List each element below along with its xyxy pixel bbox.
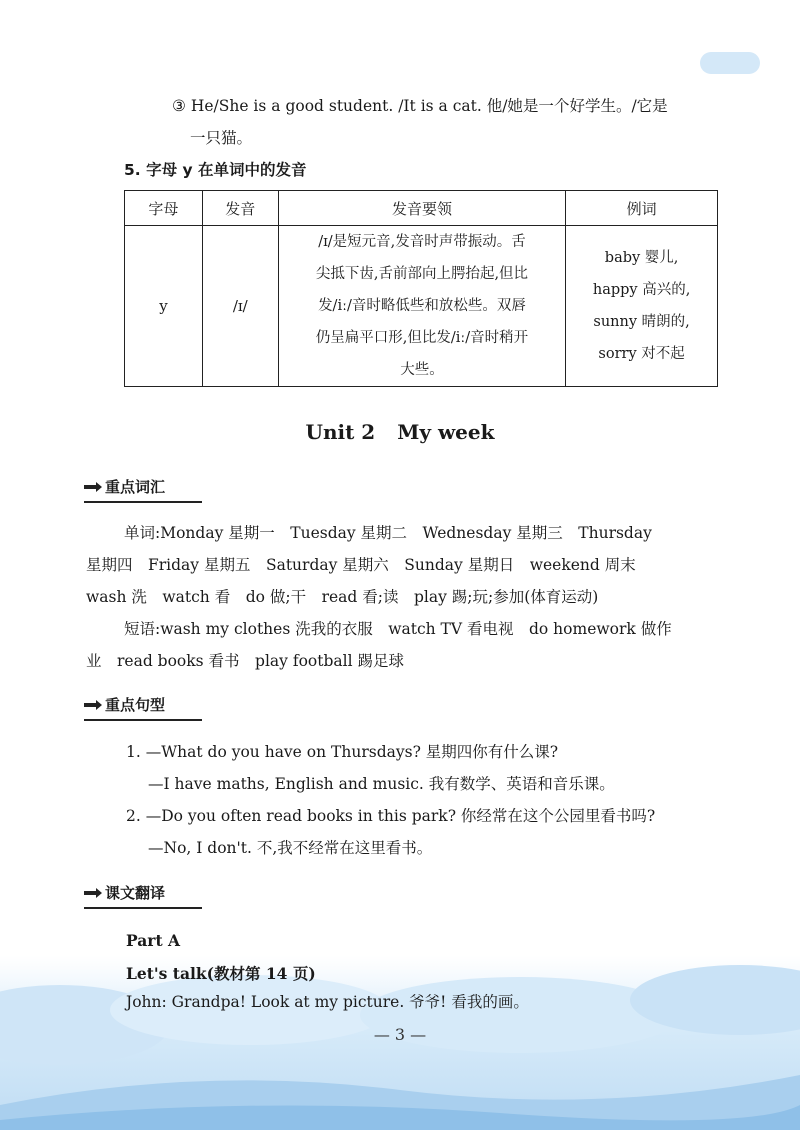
sound-cell: /ɪ/	[202, 226, 278, 387]
part-title: Part A	[126, 931, 181, 950]
examples-cell	[566, 226, 718, 387]
heading-underline	[84, 501, 202, 503]
table-header-row	[125, 191, 718, 226]
table-header: 发音要领	[278, 191, 565, 226]
arrow-icon	[84, 700, 102, 710]
sentence-line: —I have maths, English and music. 我有数学、英语和音乐课。	[148, 775, 615, 793]
tip-line: 发/iː/音时略低些和放松些。双唇	[318, 298, 526, 314]
arrow-icon	[84, 482, 102, 492]
arrow-icon	[84, 888, 102, 898]
unit-title	[0, 420, 800, 444]
vocab-line: 短语:wash my clothes 洗我的衣服 watch TV 看电视 do homework 做作	[124, 620, 672, 638]
section-5-heading: 5. 字母 y 在单词中的发音	[124, 161, 307, 179]
vocab-heading-label: 重点词汇	[105, 478, 166, 496]
tip-line: /ɪ/是短元音,发音时声带振动。舌	[318, 234, 526, 250]
vocab-line: 业 read books 看书 play football 踢足球	[86, 652, 404, 670]
example-word: sunny 晴朗的,	[593, 314, 690, 330]
table-header: 字母	[125, 191, 203, 226]
vocab-heading	[84, 476, 165, 497]
example-sentence-3-cont: 一只猫。	[190, 129, 253, 147]
vocab-line: 单词:Monday 星期一 Tuesday 星期二 Wednesday 星期三 Thursday	[124, 524, 652, 542]
tip-line: 大些。	[400, 362, 444, 378]
example-word: sorry 对不起	[598, 346, 685, 362]
vocab-line: wash 洗 watch 看 do 做;干 read 看;读 play 踢;玩;参加(体育运动)	[86, 588, 599, 606]
letter-cell: y	[125, 226, 203, 387]
sentence-line: —No, I don't. 不,我不经常在这里看书。	[148, 839, 433, 857]
example-sentence-3: ③ He/She is a good student. /It is a cat. 他/她是一个好学生。/它是	[172, 97, 668, 115]
tips-cell	[278, 226, 565, 387]
example-word: happy 高兴的,	[592, 282, 691, 298]
lesson-title: Let's talk(教材第 14 页)	[126, 964, 316, 983]
decorative-cloud	[700, 52, 760, 74]
sentences-heading-label: 重点句型	[105, 696, 166, 714]
pronunciation-table	[124, 190, 718, 387]
tip-line: 尖抵下齿,舌前部向上腭抬起,但比	[315, 266, 529, 282]
tip-line: 仍呈扁平口形,但比发/iː/音时稍开	[315, 330, 529, 346]
translation-heading-label: 课文翻译	[105, 884, 166, 902]
table-row	[125, 226, 718, 387]
dialogue-line: John: Grandpa! Look at my picture. 爷爷! 看我的画。	[126, 993, 529, 1011]
unit-number: Unit 2	[305, 420, 376, 444]
unit-name: My week	[397, 420, 495, 444]
sentence-line: 2. —Do you often read books in this park? 你经常在这个公园里看书吗?	[126, 807, 656, 825]
page-number: — 3 —	[373, 1025, 427, 1044]
heading-underline	[84, 907, 202, 909]
vocab-line: 星期四 Friday 星期五 Saturday 星期六 Sunday 星期日 weekend 周末	[86, 556, 636, 574]
table-header: 例词	[566, 191, 718, 226]
table-header: 发音	[202, 191, 278, 226]
sentences-heading	[84, 694, 165, 715]
sentence-line: 1. —What do you have on Thursdays? 星期四你有什么课?	[126, 743, 559, 761]
heading-underline	[84, 719, 202, 721]
example-word: baby 婴儿,	[604, 250, 679, 266]
translation-heading	[84, 882, 165, 903]
